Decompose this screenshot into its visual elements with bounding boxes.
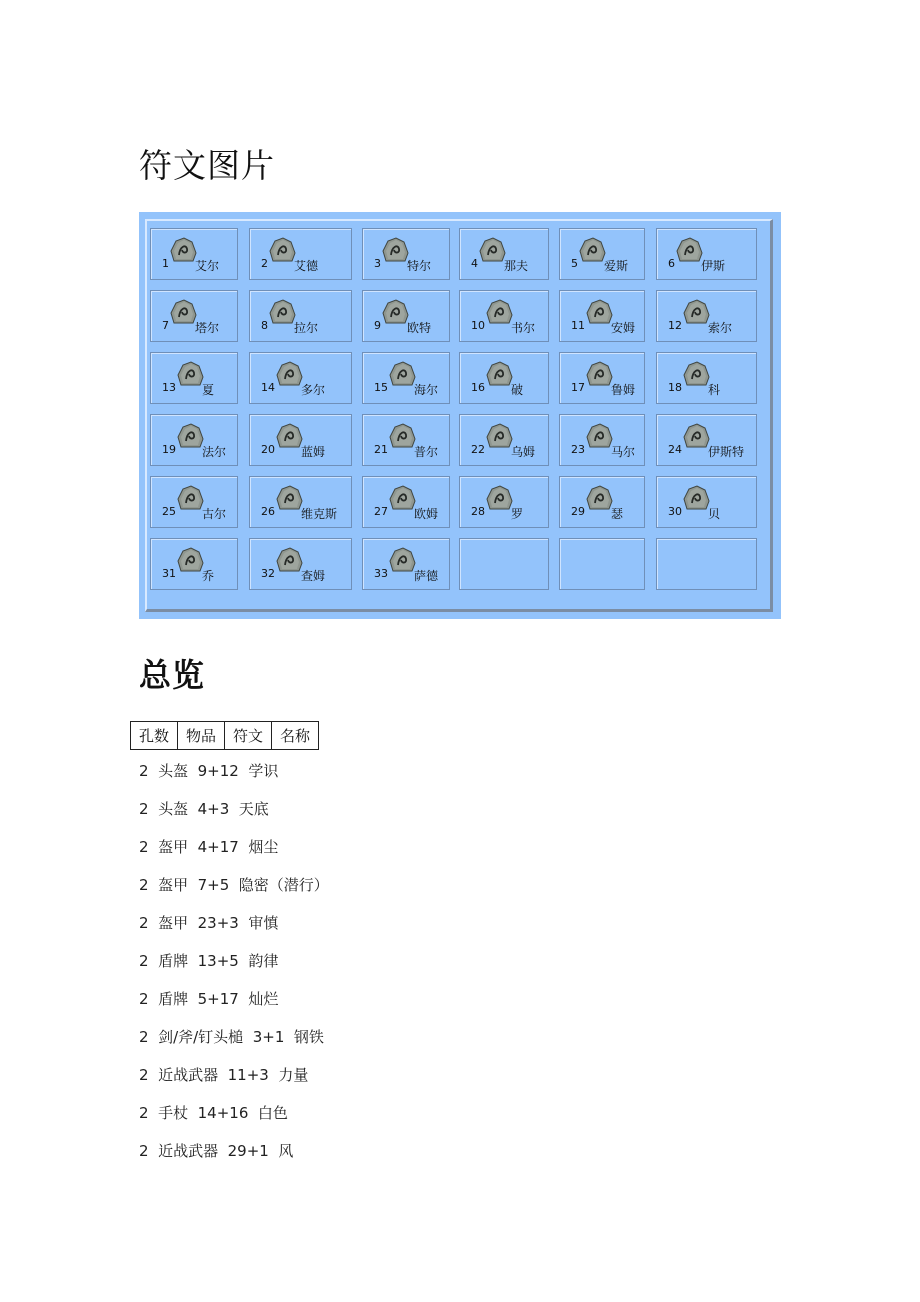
rune-stone-icon xyxy=(275,485,303,511)
rune-name: 查姆 xyxy=(301,569,326,583)
rune-stone-icon xyxy=(578,237,606,263)
rune-stone-icon xyxy=(485,485,513,511)
rune-number: 29 xyxy=(571,505,585,518)
header-name: 名称 xyxy=(272,722,319,750)
rune-name: 书尔 xyxy=(511,321,536,335)
empty-rune-cell xyxy=(656,538,757,590)
rune-cell xyxy=(249,352,352,404)
rune-name: 乌姆 xyxy=(511,445,536,459)
rune-cell xyxy=(249,476,352,528)
rune-number: 3 xyxy=(374,257,381,270)
rune-cell xyxy=(559,414,645,466)
rune-name: 伊斯特 xyxy=(708,445,745,459)
rune-name: 艾德 xyxy=(294,259,319,273)
rune-stone-icon xyxy=(268,237,296,263)
rune-cell xyxy=(362,538,450,590)
empty-rune-cell xyxy=(459,538,549,590)
rune-name: 拉尔 xyxy=(294,321,319,335)
rune-stone-icon xyxy=(169,237,197,263)
rune-cell xyxy=(362,352,450,404)
rune-name: 科 xyxy=(708,383,721,397)
rune-number: 24 xyxy=(668,443,682,456)
rune-stone-icon xyxy=(585,299,613,325)
rune-stone-icon xyxy=(275,423,303,449)
rune-cell xyxy=(249,538,352,590)
rune-name: 多尔 xyxy=(301,383,326,397)
rune-number: 5 xyxy=(571,257,578,270)
header-sockets: 孔数 xyxy=(131,722,178,750)
rune-number: 33 xyxy=(374,567,388,580)
rune-stone-icon xyxy=(388,423,416,449)
rune-name: 蓝姆 xyxy=(301,445,326,459)
rune-number: 17 xyxy=(571,381,585,394)
rune-number: 23 xyxy=(571,443,585,456)
rune-cell xyxy=(459,290,549,342)
rune-stone-icon xyxy=(176,361,204,387)
rune-number: 31 xyxy=(162,567,176,580)
rune-name: 罗 xyxy=(511,507,524,521)
rune-cell xyxy=(656,476,757,528)
rune-stone-icon xyxy=(176,485,204,511)
rune-number: 27 xyxy=(374,505,388,518)
rune-cell xyxy=(249,228,352,280)
empty-rune-cell xyxy=(559,538,645,590)
rune-name: 瑟 xyxy=(611,507,624,521)
rune-name: 海尔 xyxy=(414,383,439,397)
rune-number: 19 xyxy=(162,443,176,456)
rune-number: 8 xyxy=(261,319,268,332)
rune-stone-icon xyxy=(176,423,204,449)
rune-grid-frame xyxy=(145,219,773,612)
rune-cell xyxy=(459,352,549,404)
rune-number: 20 xyxy=(261,443,275,456)
rune-stone-icon xyxy=(682,361,710,387)
rune-cell xyxy=(362,290,450,342)
rune-cell xyxy=(656,352,757,404)
rune-stone-icon xyxy=(169,299,197,325)
list-item: 2 剑/斧/钉头槌 3+1 钢铁 xyxy=(139,1028,324,1046)
rune-stone-icon xyxy=(275,547,303,573)
rune-number: 16 xyxy=(471,381,485,394)
rune-name: 艾尔 xyxy=(195,259,220,273)
rune-name: 萨德 xyxy=(414,569,439,583)
rune-stone-icon xyxy=(381,237,409,263)
rune-number: 15 xyxy=(374,381,388,394)
rune-cell xyxy=(150,414,238,466)
rune-name: 维克斯 xyxy=(301,507,338,521)
rune-stone-icon xyxy=(268,299,296,325)
list-item: 2 盾牌 5+17 灿烂 xyxy=(139,990,279,1008)
rune-number: 6 xyxy=(668,257,675,270)
rune-number: 30 xyxy=(668,505,682,518)
rune-cell xyxy=(459,414,549,466)
rune-cell xyxy=(459,228,549,280)
rune-stone-icon xyxy=(275,361,303,387)
list-item: 2 头盔 9+12 学识 xyxy=(139,762,279,780)
rune-stone-icon xyxy=(585,485,613,511)
rune-cell xyxy=(559,290,645,342)
rune-stone-icon xyxy=(478,237,506,263)
rune-stone-icon xyxy=(485,361,513,387)
rune-number: 28 xyxy=(471,505,485,518)
rune-name: 爱斯 xyxy=(604,259,629,273)
rune-number: 25 xyxy=(162,505,176,518)
rune-stone-icon xyxy=(485,299,513,325)
rune-stone-icon xyxy=(682,423,710,449)
rune-name: 古尔 xyxy=(202,507,227,521)
rune-stone-icon xyxy=(388,547,416,573)
rune-cell xyxy=(150,352,238,404)
rune-stone-icon xyxy=(381,299,409,325)
rune-number: 32 xyxy=(261,567,275,580)
rune-name: 欧姆 xyxy=(414,507,439,521)
rune-number: 18 xyxy=(668,381,682,394)
rune-cell xyxy=(249,414,352,466)
list-item: 2 手杖 14+16 白色 xyxy=(139,1104,288,1122)
rune-cell xyxy=(656,414,757,466)
section-title-overview: 总览 xyxy=(139,656,206,694)
rune-cell xyxy=(656,228,757,280)
rune-stone-icon xyxy=(675,237,703,263)
rune-number: 1 xyxy=(162,257,169,270)
rune-name: 那夫 xyxy=(504,259,529,273)
rune-cell xyxy=(459,476,549,528)
rune-number: 9 xyxy=(374,319,381,332)
list-item: 2 盾牌 13+5 韵律 xyxy=(139,952,279,970)
rune-number: 7 xyxy=(162,319,169,332)
rune-stone-icon xyxy=(485,423,513,449)
list-item: 2 近战武器 29+1 风 xyxy=(139,1142,294,1160)
rune-cell xyxy=(249,290,352,342)
rune-name: 马尔 xyxy=(611,445,636,459)
rune-cell xyxy=(362,414,450,466)
list-item: 2 近战武器 11+3 力量 xyxy=(139,1066,309,1084)
rune-name: 塔尔 xyxy=(195,321,220,335)
rune-name: 欧特 xyxy=(407,321,432,335)
rune-number: 22 xyxy=(471,443,485,456)
rune-stone-icon xyxy=(585,361,613,387)
rune-cell xyxy=(656,290,757,342)
rune-grid-panel xyxy=(139,212,781,619)
rune-name: 伊斯 xyxy=(701,259,726,273)
overview-header-table xyxy=(130,721,319,750)
rune-number: 2 xyxy=(261,257,268,270)
rune-number: 4 xyxy=(471,257,478,270)
rune-stone-icon xyxy=(682,485,710,511)
rune-cell xyxy=(150,228,238,280)
rune-name: 夏 xyxy=(202,383,215,397)
rune-cell xyxy=(362,228,450,280)
rune-stone-icon xyxy=(682,299,710,325)
rune-cell xyxy=(362,476,450,528)
list-item: 2 头盔 4+3 天底 xyxy=(139,800,269,818)
rune-number: 26 xyxy=(261,505,275,518)
rune-cell xyxy=(150,538,238,590)
rune-cell xyxy=(150,476,238,528)
rune-number: 13 xyxy=(162,381,176,394)
page-title-runes: 符文图片 xyxy=(139,146,275,185)
list-item: 2 盔甲 4+17 烟尘 xyxy=(139,838,279,856)
rune-name: 鲁姆 xyxy=(611,383,636,397)
rune-name: 索尔 xyxy=(708,321,733,335)
list-item: 2 盔甲 7+5 隐密（潜行） xyxy=(139,876,329,894)
rune-name: 特尔 xyxy=(407,259,432,273)
rune-cell xyxy=(559,228,645,280)
rune-number: 11 xyxy=(571,319,585,332)
rune-number: 12 xyxy=(668,319,682,332)
rune-name: 贝 xyxy=(708,507,721,521)
rune-cell xyxy=(559,352,645,404)
rune-cell xyxy=(150,290,238,342)
header-item: 物品 xyxy=(178,722,225,750)
header-runes: 符文 xyxy=(225,722,272,750)
rune-cell xyxy=(559,476,645,528)
rune-stone-icon xyxy=(388,485,416,511)
rune-number: 21 xyxy=(374,443,388,456)
rune-stone-icon xyxy=(176,547,204,573)
rune-name: 乔 xyxy=(202,569,215,583)
rune-stone-icon xyxy=(388,361,416,387)
rune-name: 普尔 xyxy=(414,445,439,459)
rune-name: 法尔 xyxy=(202,445,227,459)
rune-stone-icon xyxy=(585,423,613,449)
rune-number: 14 xyxy=(261,381,275,394)
rune-name: 破 xyxy=(511,383,524,397)
rune-name: 安姆 xyxy=(611,321,636,335)
rune-number: 10 xyxy=(471,319,485,332)
list-item: 2 盔甲 23+3 审慎 xyxy=(139,914,279,932)
